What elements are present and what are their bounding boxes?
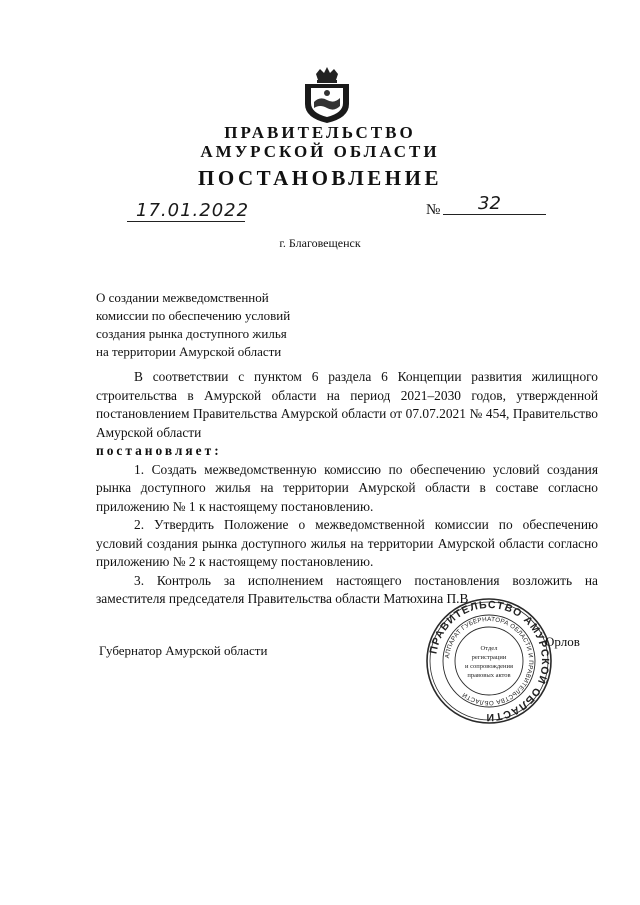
org-name-line1: ПРАВИТЕЛЬСТВО [224,123,416,142]
document-number: 32 [478,193,501,214]
stamp-center-line: и сопровождения [465,663,513,670]
document-subject [96,289,290,361]
city-label: г. Благовещенск [279,236,361,250]
org-name-line2: АМУРСКОЙ ОБЛАСТИ [200,142,440,161]
date-underline [127,221,245,222]
decree-item-2: 2. Утвердить Положение о межведомственной комиссии по обеспечению условий создания рынка доступного жилья на территории Амурской области согласно приложению № 2 к настоящему постановлению. [96,517,598,569]
preamble-paragraph: В соответствии с пунктом 6 раздела 6 Концепции развития жилищного строительства в Амурской области на период 2021–2030 годов, утвержденной постановлением Правительства Амурской области от 07.07.2021 № 454, Правительство Амурской области [96,369,598,440]
subject-line: на территории Амурской области [96,344,282,359]
subject-line: комиссии по обеспечению условий [96,308,291,323]
subject-line: создания рынка доступного жилья [96,326,287,341]
number-sign: № [426,202,441,218]
decree-item-3: 3. Контроль за исполнением настоящего постановления возложить на заместителя председателя Правительства области Матюхина П.В. [96,572,598,606]
stamp-center-line: правовых актов [467,672,511,679]
stamp-outer-text: ПРАВИТЕЛЬСТВО АМУРСКОЙ ОБЛАСТИ [427,598,552,724]
stamp-center-line: регистрации [471,654,507,661]
signatory-surname: Орлов [545,634,580,649]
document-type-title: ПОСТАНОВЛЕНИЕ [198,166,442,190]
coat-of-arms-icon [302,66,352,124]
number-underline [443,214,546,215]
stamp-middle-text: АППАРАТ ГУБЕРНАТОРА ОБЛАСТИ И ПРАВИТЕЛЬСТВА ОБЛАСТИ [444,615,535,707]
svg-text:АППАРАТ ГУБЕРНАТОРА ОБЛАСТИ И [444,616,534,706]
document-date: 17.01.2022 [136,200,250,221]
decree-item-1: 1. Создать межведомственную комиссию по обеспечению условий создания рынка доступного жилья на территории Амурской области в составе согласно приложению № 1 к настоящему постановлению. [96,461,598,514]
stamp-center-line: Отдел [480,645,498,652]
document-body [96,368,598,609]
decree-word: постановляет: [96,443,222,458]
signatory-position: Губернатор Амурской области [99,643,268,658]
official-stamp [424,596,554,726]
subject-line: О создании межведомственной [96,290,269,305]
